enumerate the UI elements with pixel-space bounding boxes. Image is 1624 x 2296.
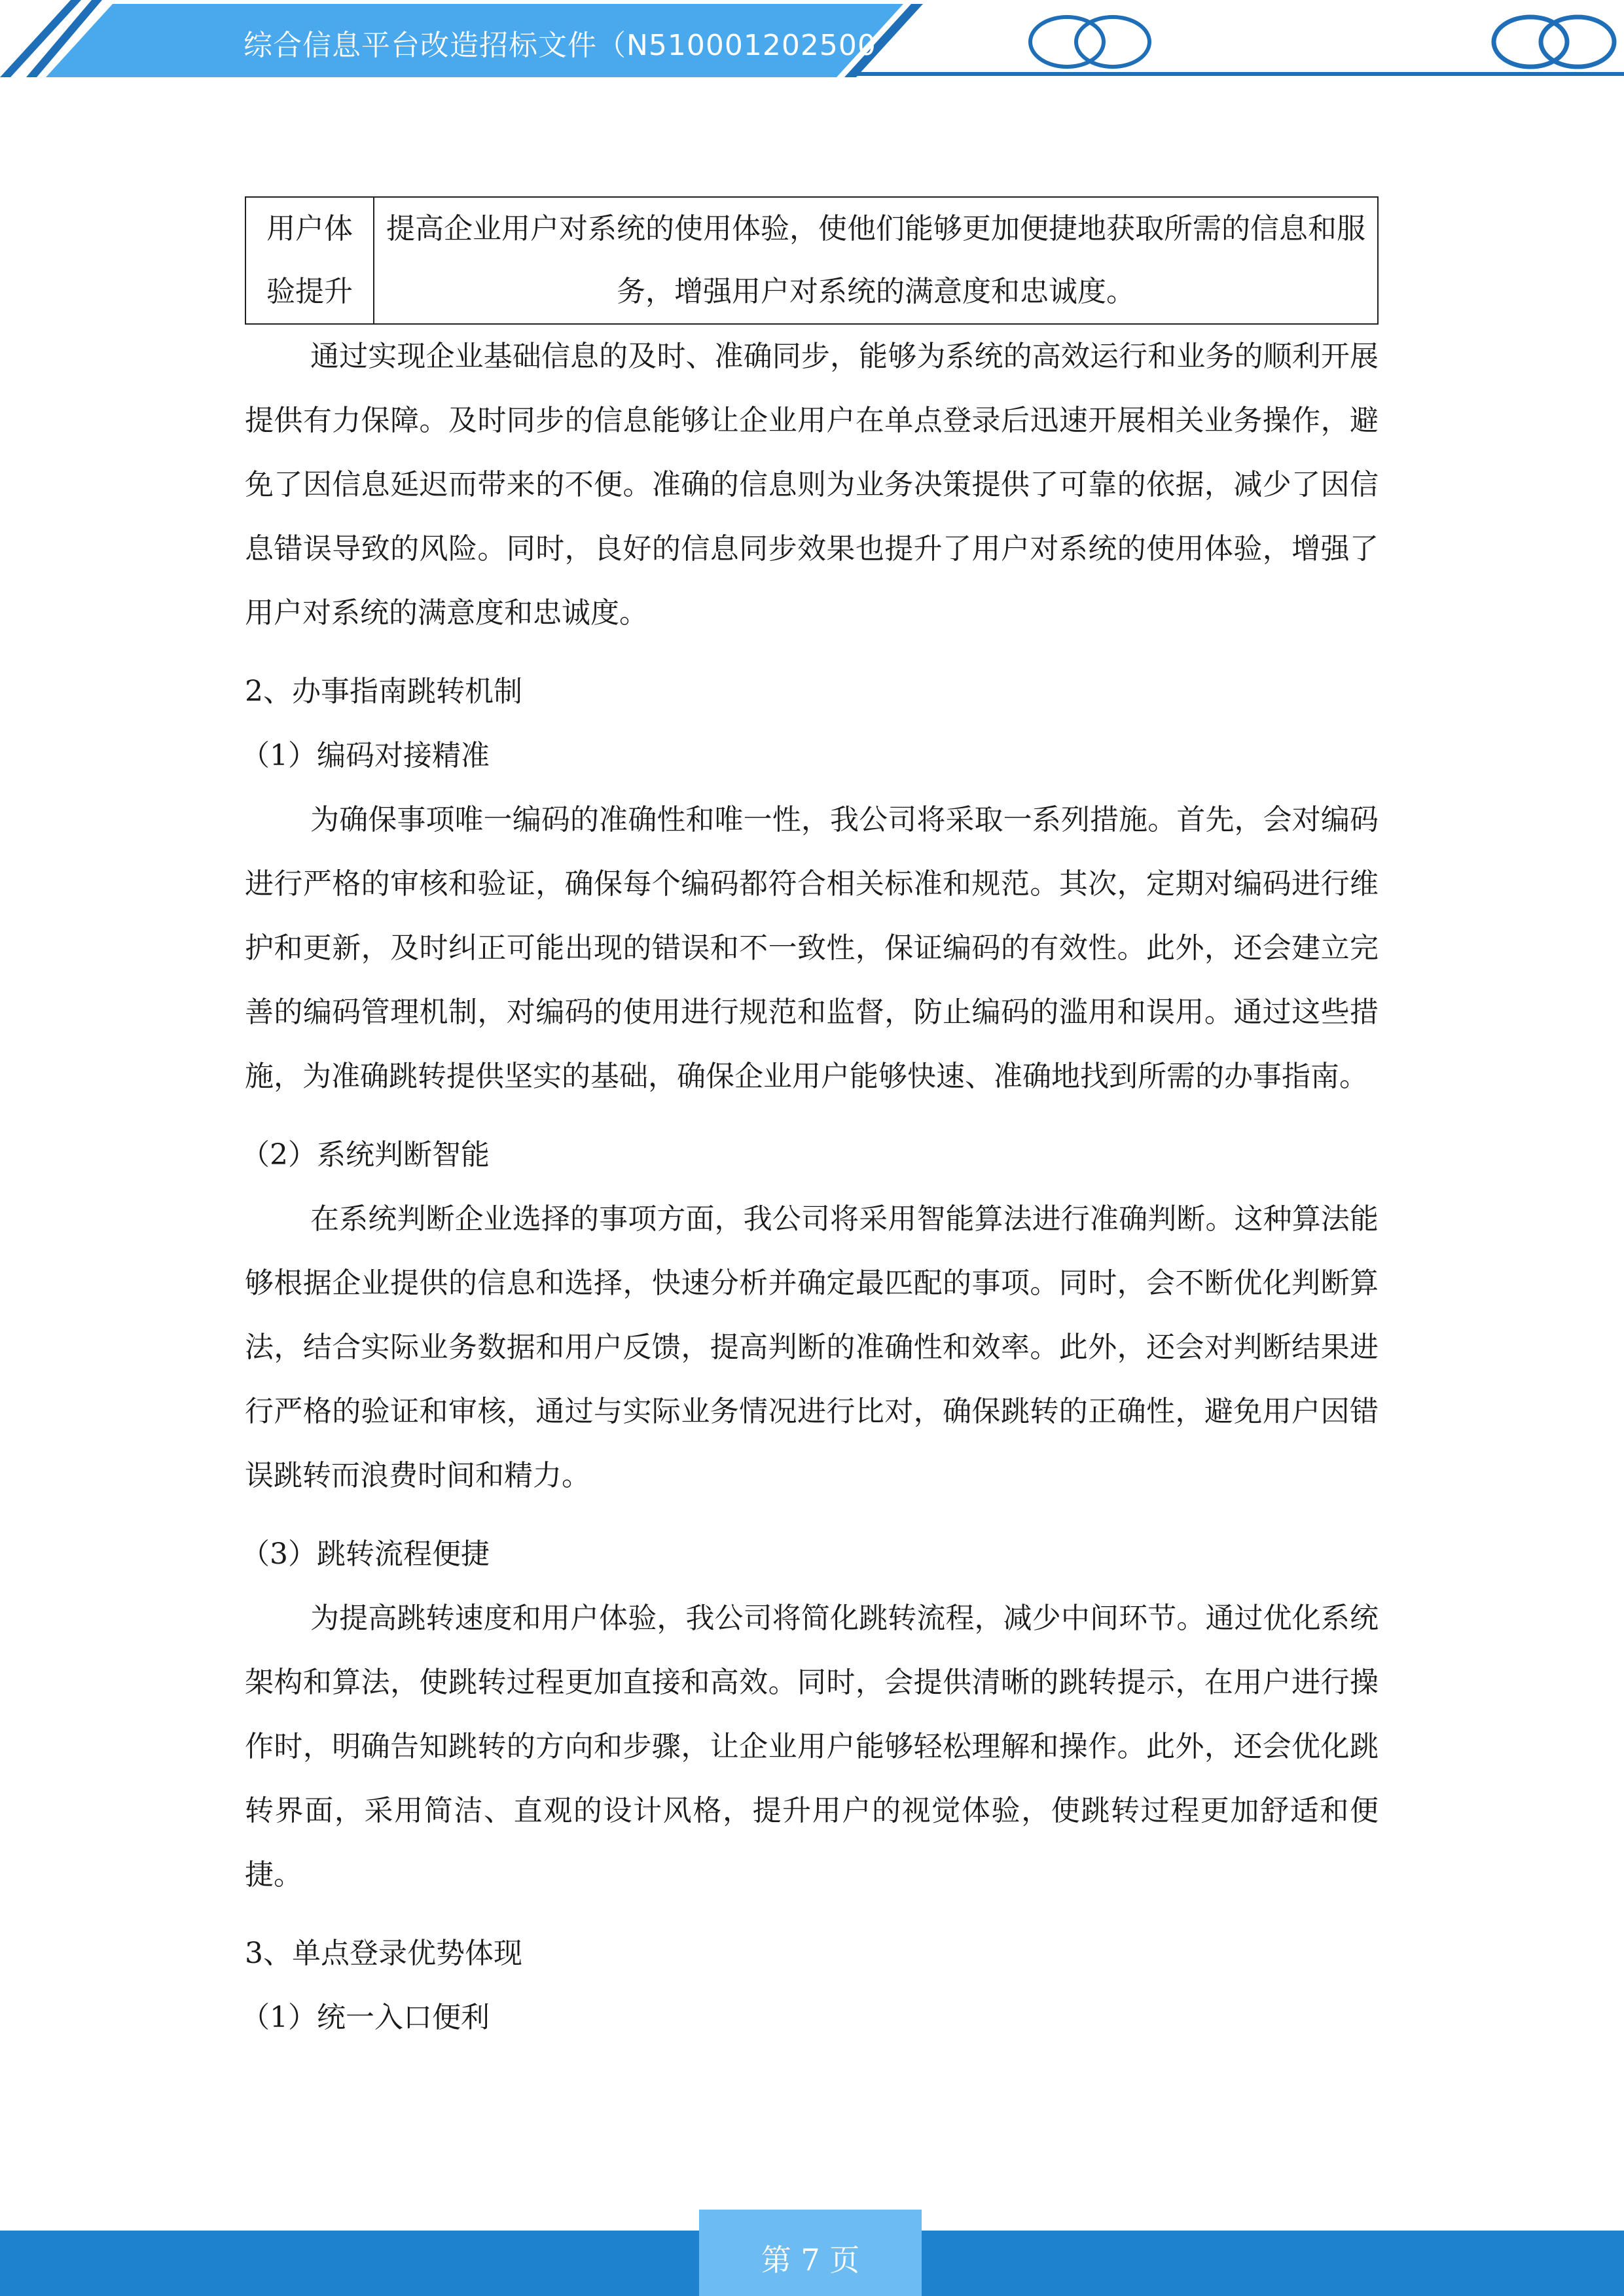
document-body (241, 196, 1379, 2050)
section-heading-2: 2、办事指南跳转机制 (245, 675, 522, 708)
logo-rings-icon (1030, 17, 1149, 67)
table-key-cell: 用户体验提升 (245, 197, 374, 324)
logo-rings-icon-right (1494, 17, 1614, 67)
table-value-cell: 提高企业用户对系统的使用体验，使他们能够更加便捷地获取所需的信息和服务，增强用户对系统的满意度和忠诚度。 (374, 197, 1378, 324)
header-baseline (851, 72, 1624, 76)
section-heading-3: 3、单点登录优势体现 (245, 1937, 522, 1970)
page-header (0, 0, 1624, 85)
subheading-2-2: （2）系统判断智能 (241, 1138, 490, 1172)
subheading-2-1: （1）编码对接精准 (241, 739, 490, 772)
paragraph-jump-flow: 为提高跳转速度和用户体验，我公司将简化跳转流程，减少中间环节。通过优化系统架构和算法，使跳转过程更加直接和高效。同时，会提供清晰的跳转提示，在用户进行操作时，明确告知跳转的方向和步骤，让企业用户能够轻松理解和操作。此外，还会优化跳转界面，采用简洁、直观的设计风格，提升用户的视觉体验，使跳转过程更加舒适和便捷。 (245, 1602, 1379, 1892)
benefit-table (245, 196, 1379, 325)
page-number: 第 7 页 (761, 2242, 860, 2278)
paragraph-coding: 为确保事项唯一编码的准确性和唯一性，我公司将采取一系列措施。首先，会对编码进行严格的审核和验证，确保每个编码都符合相关标准和规范。其次，定期对编码进行维护和更新，及时纠正可能出现的错误和不一致性，保证编码的有效性。此外，还会建立完善的编码管理机制，对编码的使用进行规范和监督，防止编码的滥用和误用。通过这些措施，为准确跳转提供坚实的基础，确保企业用户能够快速、准确地找到所需的办事指南。 (245, 803, 1379, 1093)
subheading-3-1: （1）统一入口便利 (241, 2001, 490, 2034)
table-row (245, 197, 1378, 324)
header-title: 综合信息平台改造招标文件（N510001202500 (244, 29, 876, 62)
paragraph-judgement: 在系统判断企业选择的事项方面，我公司将采用智能算法进行准确判断。这种算法能够根据企业提供的信息和选择，快速分析并确定最匹配的事项。同时，会不断优化判断算法，结合实际业务数据和用户反馈，提高判断的准确性和效率。此外，还会对判断结果进行严格的验证和审核，通过与实际业务情况进行比对，确保跳转的正确性，避免用户因错误跳转而浪费时间和精力。 (245, 1202, 1379, 1492)
subheading-2-3: （3）跳转流程便捷 (241, 1537, 490, 1571)
page-footer (0, 2231, 1624, 2296)
paragraph-info-sync: 通过实现企业基础信息的及时、准确同步，能够为系统的高效运行和业务的顺利开展提供有力保障。及时同步的信息能够让企业用户在单点登录后迅速开展相关业务操作，避免了因信息延迟而带来的不便。准确的信息则为业务决策提供了可靠的依据，减少了因信息错误导致的风险。同时，良好的信息同步效果也提升了用户对系统的使用体验，增强了用户对系统的满意度和忠诚度。 (245, 340, 1379, 630)
